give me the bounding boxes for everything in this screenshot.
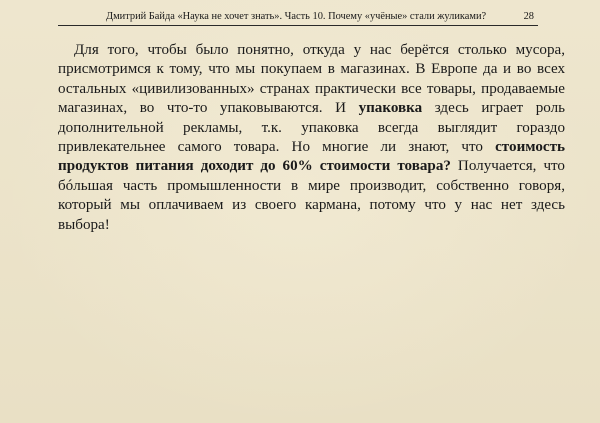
running-header <box>58 9 538 26</box>
text-segment: Для того, чтобы было понятно, откуда у нас берётся столько мусора, <box>74 42 565 58</box>
bold-text: продуктов питания доходит до 60% стоимости товара? <box>58 158 451 175</box>
text-segment: магазинах, во что-то упаковываются. И <box>58 100 359 117</box>
text-segment: бóльшая часть промышленности в мире производит, собственно говоря, <box>58 177 565 194</box>
text-segment: здесь играет роль <box>422 100 565 117</box>
text-line <box>58 177 565 196</box>
text-line <box>58 216 565 235</box>
text-segment: остальных «цивилизованных» странах практически все товары, продаваемые <box>58 80 565 97</box>
text-line <box>58 119 565 138</box>
text-line <box>58 157 565 176</box>
text-segment: Получается, что <box>450 158 565 175</box>
text-line <box>58 99 565 118</box>
text-segment: который мы оплачиваем из своего кармана, потому что у нас нет здесь <box>58 197 565 214</box>
header-title: Дмитрий Байда «Наука не хочет знать». Часть 10. Почему «учёные» стали жуликами? <box>106 11 487 22</box>
text-line <box>58 138 565 157</box>
text-line <box>58 80 565 99</box>
text-segment: выбора! <box>58 216 110 233</box>
text-segment: дополнительной рекламы, т.к. упаковка всегда выглядит гораздо <box>58 119 565 136</box>
bold-text: стоимость <box>495 138 565 155</box>
text-line <box>58 41 565 60</box>
text-line <box>58 196 565 215</box>
body-paragraph <box>58 41 565 235</box>
bold-text: упаковка <box>358 100 423 117</box>
text-segment: присмотримся к тому, что мы покупаем в магазинах. В Европе да и во всех <box>58 61 565 78</box>
text-line <box>58 60 565 79</box>
page-number: 28 <box>523 11 534 22</box>
text-segment: привлекательнее самого товара. Но многие ли знают, что <box>58 138 496 155</box>
